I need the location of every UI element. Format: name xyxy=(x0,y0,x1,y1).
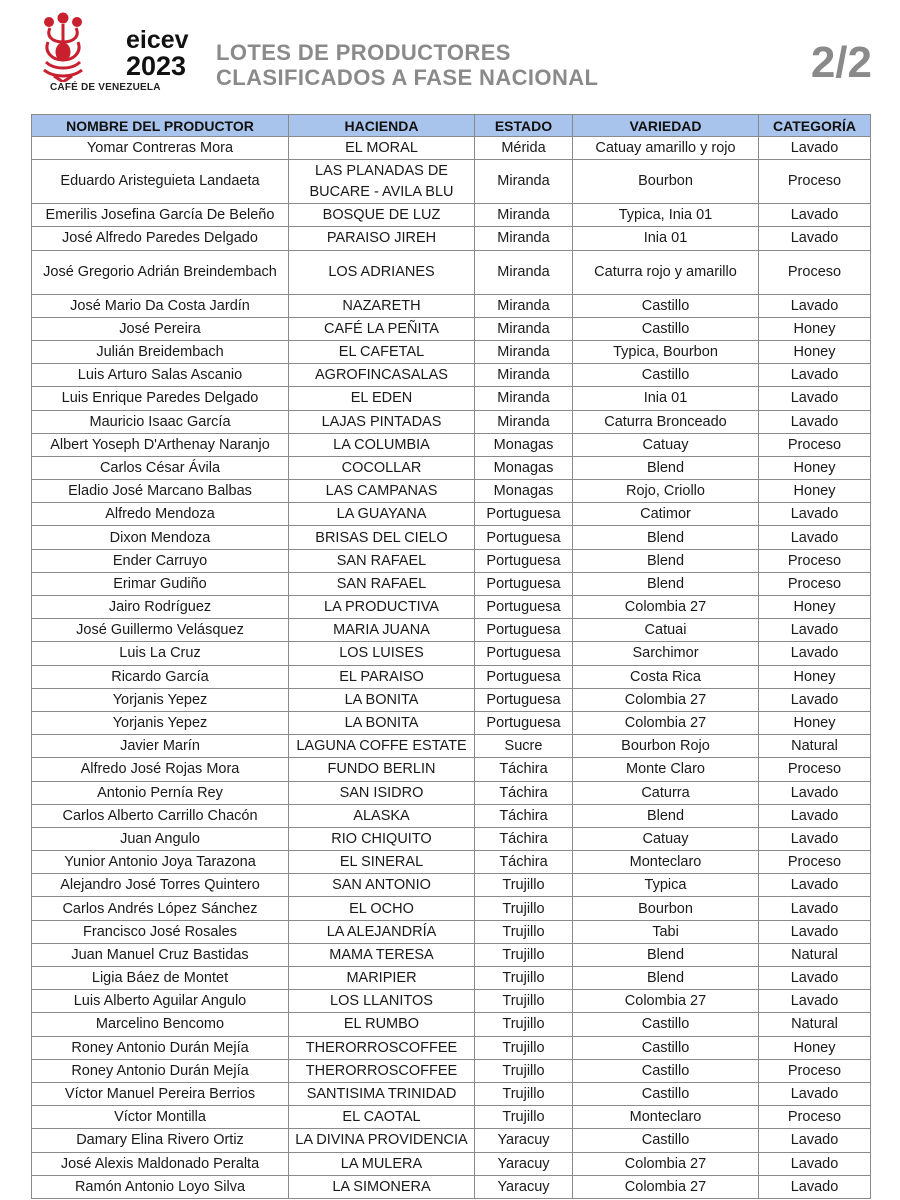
farm-cell: EL PARAISO xyxy=(289,665,475,688)
state-cell: Portuguesa xyxy=(475,526,573,549)
state-cell: Táchira xyxy=(475,851,573,874)
producer-cell: Juan Angulo xyxy=(32,827,289,850)
variety-cell: Monteclaro xyxy=(573,1106,759,1129)
variety-cell: Blend xyxy=(573,549,759,572)
producer-cell: Marcelino Bencomo xyxy=(32,1013,289,1036)
variety-cell: Castillo xyxy=(573,364,759,387)
farm-cell: MAMA TERESA xyxy=(289,943,475,966)
category-cell: Lavado xyxy=(759,642,871,665)
farm-cell: LAJAS PINTADAS xyxy=(289,410,475,433)
category-cell: Lavado xyxy=(759,688,871,711)
farm-cell: EL SINERAL xyxy=(289,851,475,874)
farm-cell: LAGUNA COFFE ESTATE xyxy=(289,735,475,758)
category-cell: Proceso xyxy=(759,758,871,781)
state-cell: Yaracuy xyxy=(475,1175,573,1198)
state-cell: Táchira xyxy=(475,758,573,781)
category-cell: Proceso xyxy=(759,1106,871,1129)
variety-cell: Catuay amarillo y rojo xyxy=(573,137,759,160)
variety-cell: Blend xyxy=(573,572,759,595)
category-cell: Proceso xyxy=(759,433,871,456)
producer-cell: Luis Alberto Aguilar Angulo xyxy=(32,990,289,1013)
state-cell: Trujillo xyxy=(475,1106,573,1129)
producers-table xyxy=(31,114,871,1199)
state-cell: Miranda xyxy=(475,387,573,410)
table-row xyxy=(32,227,871,250)
farm-cell: EL MORAL xyxy=(289,137,475,160)
producer-cell: José Alexis Maldonado Peralta xyxy=(32,1152,289,1175)
column-header-farm: HACIENDA xyxy=(289,115,475,137)
table-row xyxy=(32,250,871,294)
farm-cell: MARIA JUANA xyxy=(289,619,475,642)
category-cell: Natural xyxy=(759,735,871,758)
variety-cell: Colombia 27 xyxy=(573,711,759,734)
table-row xyxy=(32,943,871,966)
variety-cell: Inia 01 xyxy=(573,227,759,250)
farm-cell: RIO CHIQUITO xyxy=(289,827,475,850)
table-row xyxy=(32,549,871,572)
state-cell: Miranda xyxy=(475,294,573,317)
category-cell: Honey xyxy=(759,596,871,619)
producer-cell: Luis Enrique Paredes Delgado xyxy=(32,387,289,410)
category-cell: Lavado xyxy=(759,897,871,920)
category-cell: Honey xyxy=(759,480,871,503)
variety-cell: Monte Claro xyxy=(573,758,759,781)
page-header xyxy=(0,0,900,108)
category-cell: Lavado xyxy=(759,619,871,642)
producer-cell: José Gregorio Adrián Breindembach xyxy=(32,250,289,294)
category-cell: Lavado xyxy=(759,920,871,943)
category-cell: Honey xyxy=(759,711,871,734)
state-cell: Mérida xyxy=(475,137,573,160)
category-cell: Lavado xyxy=(759,526,871,549)
variety-cell: Blend xyxy=(573,804,759,827)
category-cell: Honey xyxy=(759,665,871,688)
state-cell: Táchira xyxy=(475,781,573,804)
variety-cell: Catuay xyxy=(573,827,759,850)
state-cell: Portuguesa xyxy=(475,549,573,572)
category-cell: Lavado xyxy=(759,137,871,160)
state-cell: Portuguesa xyxy=(475,596,573,619)
category-cell: Honey xyxy=(759,340,871,363)
variety-cell: Colombia 27 xyxy=(573,688,759,711)
farm-cell: EL EDEN xyxy=(289,387,475,410)
table-row xyxy=(32,137,871,160)
category-cell: Honey xyxy=(759,456,871,479)
variety-cell: Castillo xyxy=(573,1059,759,1082)
farm-cell: SAN ANTONIO xyxy=(289,874,475,897)
category-cell: Lavado xyxy=(759,781,871,804)
variety-cell: Sarchimor xyxy=(573,642,759,665)
table-row xyxy=(32,688,871,711)
variety-cell: Blend xyxy=(573,456,759,479)
table-row xyxy=(32,1013,871,1036)
table-row xyxy=(32,920,871,943)
table-row xyxy=(32,1082,871,1105)
farm-cell: SAN RAFAEL xyxy=(289,549,475,572)
state-cell: Miranda xyxy=(475,160,573,204)
farm-cell: THERORROSCOFFEE xyxy=(289,1036,475,1059)
state-cell: Miranda xyxy=(475,204,573,227)
category-cell: Lavado xyxy=(759,874,871,897)
farm-cell: ALASKA xyxy=(289,804,475,827)
producer-cell: Luis La Cruz xyxy=(32,642,289,665)
farm-cell: LA COLUMBIA xyxy=(289,433,475,456)
table-row xyxy=(32,642,871,665)
category-cell: Honey xyxy=(759,317,871,340)
farm-cell: LA BONITA xyxy=(289,688,475,711)
farm-cell: LOS LLANITOS xyxy=(289,990,475,1013)
table-row xyxy=(32,804,871,827)
producer-cell: Yunior Antonio Joya Tarazona xyxy=(32,851,289,874)
table-row xyxy=(32,827,871,850)
farm-cell: LA MULERA xyxy=(289,1152,475,1175)
table-header-row xyxy=(32,115,871,137)
table-row xyxy=(32,364,871,387)
category-cell: Proceso xyxy=(759,160,871,204)
category-cell: Lavado xyxy=(759,387,871,410)
variety-cell: Colombia 27 xyxy=(573,596,759,619)
producer-cell: Luis Arturo Salas Ascanio xyxy=(32,364,289,387)
table-row xyxy=(32,1152,871,1175)
producer-cell: Yorjanis Yepez xyxy=(32,688,289,711)
category-cell: Honey xyxy=(759,1036,871,1059)
producer-cell: José Pereira xyxy=(32,317,289,340)
state-cell: Portuguesa xyxy=(475,665,573,688)
farm-cell: EL CAFETAL xyxy=(289,340,475,363)
variety-cell: Blend xyxy=(573,967,759,990)
variety-cell: Bourbon xyxy=(573,160,759,204)
variety-cell: Costa Rica xyxy=(573,665,759,688)
state-cell: Miranda xyxy=(475,410,573,433)
page-title-line2: CLASIFICADOS A FASE NACIONAL xyxy=(216,65,599,90)
farm-cell: BRISAS DEL CIELO xyxy=(289,526,475,549)
category-cell: Lavado xyxy=(759,1152,871,1175)
variety-cell: Typica xyxy=(573,874,759,897)
state-cell: Portuguesa xyxy=(475,619,573,642)
producer-cell: Yomar Contreras Mora xyxy=(32,137,289,160)
variety-cell: Catuai xyxy=(573,619,759,642)
state-cell: Sucre xyxy=(475,735,573,758)
category-cell: Proceso xyxy=(759,250,871,294)
producer-cell: Julián Breidembach xyxy=(32,340,289,363)
farm-cell: LAS PLANADAS DE BUCARE - AVILA BLU xyxy=(289,160,475,204)
state-cell: Trujillo xyxy=(475,920,573,943)
state-cell: Portuguesa xyxy=(475,688,573,711)
table-row xyxy=(32,711,871,734)
table-row xyxy=(32,1036,871,1059)
variety-cell: Colombia 27 xyxy=(573,990,759,1013)
farm-cell: EL OCHO xyxy=(289,897,475,920)
table-row xyxy=(32,1059,871,1082)
category-cell: Lavado xyxy=(759,410,871,433)
table-row xyxy=(32,619,871,642)
farm-cell: LA ALEJANDRÍA xyxy=(289,920,475,943)
farm-cell: EL CAOTAL xyxy=(289,1106,475,1129)
producer-cell: Erimar Gudiño xyxy=(32,572,289,595)
farm-cell: THERORROSCOFFEE xyxy=(289,1059,475,1082)
category-cell: Lavado xyxy=(759,1129,871,1152)
variety-cell: Castillo xyxy=(573,1082,759,1105)
farm-cell: LA BONITA xyxy=(289,711,475,734)
state-cell: Trujillo xyxy=(475,943,573,966)
page-title-line1: LOTES DE PRODUCTORES xyxy=(216,40,511,65)
state-cell: Trujillo xyxy=(475,874,573,897)
state-cell: Portuguesa xyxy=(475,642,573,665)
table-row xyxy=(32,874,871,897)
page-title xyxy=(216,40,598,90)
state-cell: Miranda xyxy=(475,250,573,294)
variety-cell: Castillo xyxy=(573,294,759,317)
producer-cell: Ender Carruyo xyxy=(32,549,289,572)
farm-cell: LA DIVINA PROVIDENCIA xyxy=(289,1129,475,1152)
producer-cell: Javier Marín xyxy=(32,735,289,758)
variety-cell: Inia 01 xyxy=(573,387,759,410)
table-row xyxy=(32,1175,871,1198)
table-row xyxy=(32,433,871,456)
farm-cell: LA GUAYANA xyxy=(289,503,475,526)
farm-cell: EL RUMBO xyxy=(289,1013,475,1036)
state-cell: Táchira xyxy=(475,827,573,850)
farm-cell: SAN RAFAEL xyxy=(289,572,475,595)
table-row xyxy=(32,503,871,526)
state-cell: Trujillo xyxy=(475,1059,573,1082)
producer-cell: Alfredo José Rojas Mora xyxy=(32,758,289,781)
state-cell: Portuguesa xyxy=(475,711,573,734)
farm-cell: SAN ISIDRO xyxy=(289,781,475,804)
farm-cell: LAS CAMPANAS xyxy=(289,480,475,503)
variety-cell: Bourbon xyxy=(573,897,759,920)
producer-cell: Francisco José Rosales xyxy=(32,920,289,943)
category-cell: Proceso xyxy=(759,1059,871,1082)
variety-cell: Tabi xyxy=(573,920,759,943)
category-cell: Natural xyxy=(759,1013,871,1036)
variety-cell: Monteclaro xyxy=(573,851,759,874)
category-cell: Lavado xyxy=(759,827,871,850)
farm-cell: BOSQUE DE LUZ xyxy=(289,204,475,227)
table-row xyxy=(32,294,871,317)
producer-cell: Alfredo Mendoza xyxy=(32,503,289,526)
variety-cell: Catimor xyxy=(573,503,759,526)
farm-cell: LOS LUISES xyxy=(289,642,475,665)
category-cell: Lavado xyxy=(759,503,871,526)
category-cell: Proceso xyxy=(759,572,871,595)
table-row xyxy=(32,851,871,874)
producer-cell: Víctor Manuel Pereira Berrios xyxy=(32,1082,289,1105)
producer-cell: José Alfredo Paredes Delgado xyxy=(32,227,289,250)
table-body xyxy=(32,137,871,1199)
state-cell: Monagas xyxy=(475,480,573,503)
producer-cell: Roney Antonio Durán Mejía xyxy=(32,1059,289,1082)
column-header-producer: NOMBRE DEL PRODUCTOR xyxy=(32,115,289,137)
state-cell: Trujillo xyxy=(475,967,573,990)
table-row xyxy=(32,897,871,920)
table-row xyxy=(32,990,871,1013)
producer-cell: Albert Yoseph D'Arthenay Naranjo xyxy=(32,433,289,456)
farm-cell: LA PRODUCTIVA xyxy=(289,596,475,619)
variety-cell: Typica, Bourbon xyxy=(573,340,759,363)
producer-cell: Roney Antonio Durán Mejía xyxy=(32,1036,289,1059)
producer-cell: Juan Manuel Cruz Bastidas xyxy=(32,943,289,966)
variety-cell: Castillo xyxy=(573,317,759,340)
column-header-variety: VARIEDAD xyxy=(573,115,759,137)
variety-cell: Caturra Bronceado xyxy=(573,410,759,433)
variety-cell: Rojo, Criollo xyxy=(573,480,759,503)
table-row xyxy=(32,456,871,479)
state-cell: Trujillo xyxy=(475,1036,573,1059)
brand-name xyxy=(126,28,189,80)
producer-cell: Víctor Montilla xyxy=(32,1106,289,1129)
category-cell: Lavado xyxy=(759,1082,871,1105)
farm-cell: MARIPIER xyxy=(289,967,475,990)
category-cell: Lavado xyxy=(759,204,871,227)
state-cell: Monagas xyxy=(475,433,573,456)
variety-cell: Colombia 27 xyxy=(573,1152,759,1175)
table-row xyxy=(32,526,871,549)
farm-cell: CAFÉ LA PEÑITA xyxy=(289,317,475,340)
brand-subtitle: CAFÉ DE VENEZUELA xyxy=(50,82,161,93)
variety-cell: Castillo xyxy=(573,1129,759,1152)
state-cell: Miranda xyxy=(475,317,573,340)
state-cell: Monagas xyxy=(475,456,573,479)
table-row xyxy=(32,1129,871,1152)
producer-cell: Eladio José Marcano Balbas xyxy=(32,480,289,503)
producer-cell: Antonio Pernía Rey xyxy=(32,781,289,804)
state-cell: Táchira xyxy=(475,804,573,827)
table-row xyxy=(32,160,871,204)
category-cell: Lavado xyxy=(759,1175,871,1198)
producer-cell: José Guillermo Velásquez xyxy=(32,619,289,642)
producer-cell: Ligia Báez de Montet xyxy=(32,967,289,990)
table-row xyxy=(32,596,871,619)
category-cell: Lavado xyxy=(759,364,871,387)
category-cell: Lavado xyxy=(759,967,871,990)
table-row xyxy=(32,204,871,227)
producer-cell: José Mario Da Costa Jardín xyxy=(32,294,289,317)
producer-cell: Mauricio Isaac García xyxy=(32,410,289,433)
variety-cell: Catuay xyxy=(573,433,759,456)
farm-cell: LA SIMONERA xyxy=(289,1175,475,1198)
state-cell: Miranda xyxy=(475,340,573,363)
table-row xyxy=(32,758,871,781)
variety-cell: Typica, Inia 01 xyxy=(573,204,759,227)
variety-cell: Bourbon Rojo xyxy=(573,735,759,758)
category-cell: Lavado xyxy=(759,804,871,827)
category-cell: Lavado xyxy=(759,294,871,317)
table-row xyxy=(32,480,871,503)
state-cell: Miranda xyxy=(475,364,573,387)
table-row xyxy=(32,665,871,688)
farm-cell: COCOLLAR xyxy=(289,456,475,479)
producer-cell: Dixon Mendoza xyxy=(32,526,289,549)
category-cell: Natural xyxy=(759,943,871,966)
variety-cell: Caturra rojo y amarillo xyxy=(573,250,759,294)
producer-cell: Eduardo Aristeguieta Landaeta xyxy=(32,160,289,204)
farm-cell: SANTISIMA TRINIDAD xyxy=(289,1082,475,1105)
variety-cell: Blend xyxy=(573,943,759,966)
producer-cell: Ricardo García xyxy=(32,665,289,688)
column-header-category: CATEGORÍA xyxy=(759,115,871,137)
category-cell: Lavado xyxy=(759,990,871,1013)
column-header-state: ESTADO xyxy=(475,115,573,137)
page-number: 2/2 xyxy=(810,38,872,87)
category-cell: Proceso xyxy=(759,851,871,874)
producer-cell: Jairo Rodríguez xyxy=(32,596,289,619)
variety-cell: Castillo xyxy=(573,1036,759,1059)
farm-cell: NAZARETH xyxy=(289,294,475,317)
producer-cell: Emerilis Josefina García De Beleño xyxy=(32,204,289,227)
category-cell: Proceso xyxy=(759,549,871,572)
table-row xyxy=(32,410,871,433)
state-cell: Portuguesa xyxy=(475,503,573,526)
producer-cell: Damary Elina Rivero Ortiz xyxy=(32,1129,289,1152)
farm-cell: PARAISO JIREH xyxy=(289,227,475,250)
variety-cell: Colombia 27 xyxy=(573,1175,759,1198)
producer-cell: Carlos César Ávila xyxy=(32,456,289,479)
variety-cell: Caturra xyxy=(573,781,759,804)
table-row xyxy=(32,572,871,595)
table-row xyxy=(32,340,871,363)
table-row xyxy=(32,735,871,758)
state-cell: Trujillo xyxy=(475,897,573,920)
farm-cell: LOS ADRIANES xyxy=(289,250,475,294)
producer-cell: Carlos Andrés López Sánchez xyxy=(32,897,289,920)
table-row xyxy=(32,781,871,804)
category-cell: Lavado xyxy=(759,227,871,250)
variety-cell: Blend xyxy=(573,526,759,549)
brand-year: 2023 xyxy=(126,51,187,81)
producer-cell: Carlos Alberto Carrillo Chacón xyxy=(32,804,289,827)
state-cell: Yaracuy xyxy=(475,1152,573,1175)
producer-cell: Yorjanis Yepez xyxy=(32,711,289,734)
brand-name-line1: eicev xyxy=(126,26,189,54)
farm-cell: AGROFINCASALAS xyxy=(289,364,475,387)
state-cell: Trujillo xyxy=(475,1082,573,1105)
state-cell: Yaracuy xyxy=(475,1129,573,1152)
coffee-plant-emblem-icon xyxy=(40,12,86,82)
producer-cell: Ramón Antonio Loyo Silva xyxy=(32,1175,289,1198)
farm-cell: FUNDO BERLIN xyxy=(289,758,475,781)
state-cell: Portuguesa xyxy=(475,572,573,595)
state-cell: Trujillo xyxy=(475,990,573,1013)
producer-cell: Alejandro José Torres Quintero xyxy=(32,874,289,897)
state-cell: Miranda xyxy=(475,227,573,250)
table-row xyxy=(32,1106,871,1129)
table-row xyxy=(32,387,871,410)
table-row xyxy=(32,967,871,990)
variety-cell: Castillo xyxy=(573,1013,759,1036)
state-cell: Trujillo xyxy=(475,1013,573,1036)
table-row xyxy=(32,317,871,340)
